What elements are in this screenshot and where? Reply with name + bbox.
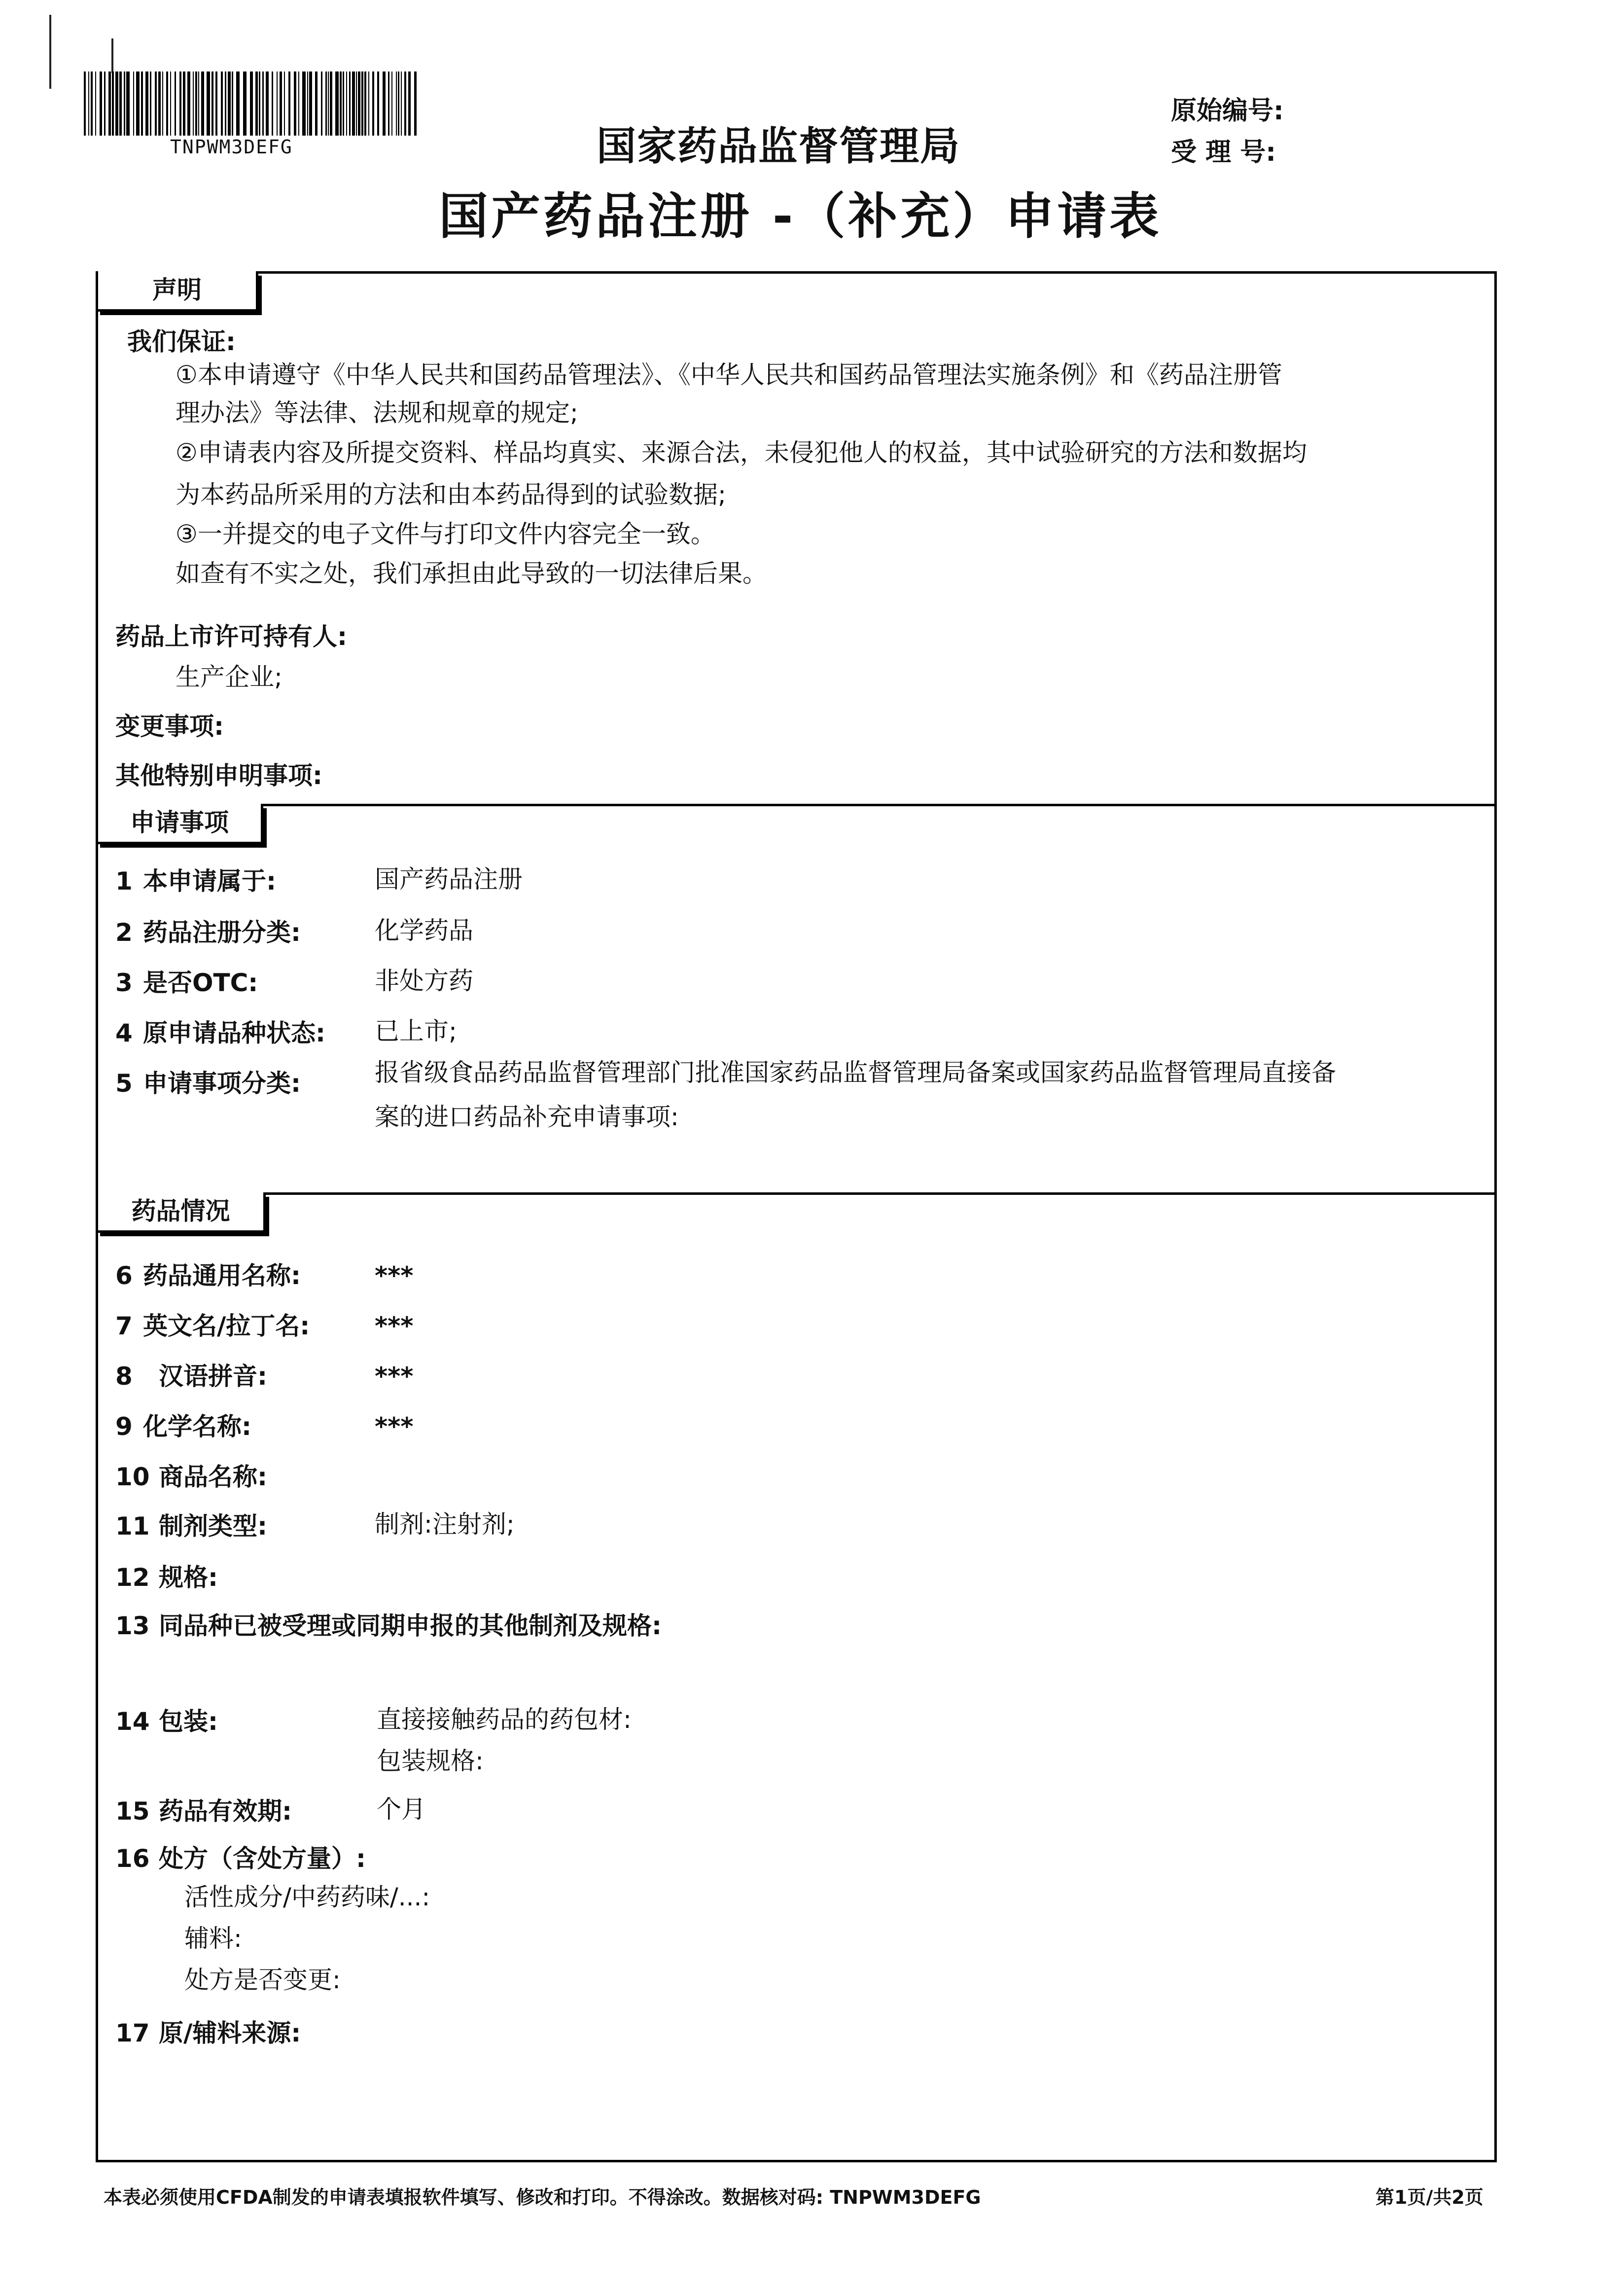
field-label: 申请事项分类:: [143, 1069, 301, 1098]
field-label: 同品种已被受理或同期申报的其他制剂及规格:: [159, 1612, 662, 1640]
barcode: [84, 72, 419, 136]
scan-mark: [49, 15, 51, 89]
section-divider: [96, 1192, 1497, 1195]
prescription-active-label: 活性成分/中药药味/...:: [184, 1883, 430, 1911]
field-label: 英文名/拉丁名:: [143, 1312, 310, 1340]
row-number: 12: [115, 1563, 150, 1592]
field-label: 包装:: [159, 1707, 218, 1736]
holder-label: 药品上市许可持有人:: [115, 622, 347, 651]
agency-name: 国家药品监督管理局: [597, 123, 960, 169]
form-frame: [96, 271, 1497, 2162]
field-value: 非处方药: [375, 967, 473, 995]
barcode-text: TNPWM3DEFG: [170, 136, 293, 158]
row-number: 17: [115, 2019, 150, 2047]
row-number: 5: [115, 1069, 133, 1098]
prescription-excipient-label: 辅料:: [184, 1924, 242, 1953]
field-value: 个月: [377, 1795, 426, 1824]
change-items-label: 变更事项:: [115, 712, 224, 741]
field-label: 药品注册分类:: [143, 918, 301, 947]
footer-note: 本表必须使用CFDA制发的申请表填报软件填写、修改和打印。不得涂改。数据核对码: TNPWM3DEFG: [104, 2186, 981, 2208]
field-label: 处方（含处方量）:: [159, 1844, 366, 1873]
manufacturer-label: 生产企业;: [176, 663, 282, 691]
row-number: 3: [115, 968, 133, 997]
field-label: 化学名称:: [143, 1412, 251, 1441]
field-value: ***: [375, 1261, 414, 1290]
field-label: 汉语拼音:: [159, 1362, 267, 1391]
field-value: 报省级食品药品监督管理部门批准国家药品监督管理局备案或国家药品监督管理局直接备: [375, 1058, 1336, 1087]
declaration-line: 如查有不实之处，我们承担由此导致的一切法律后果。: [176, 559, 767, 588]
section-divider: [96, 804, 1497, 806]
row-number: 2: [115, 918, 133, 947]
row-number: 15: [115, 1797, 150, 1826]
row-number: 7: [115, 1312, 133, 1340]
tab-drug-info: 药品情况: [96, 1192, 266, 1233]
declaration-line: 为本药品所采用的方法和由本药品得到的试验数据;: [176, 480, 726, 509]
acceptance-number-label: 受 理 号:: [1171, 138, 1276, 167]
field-value: 化学药品: [375, 916, 473, 945]
declaration-line: 理办法》等法律、法规和规章的规定;: [176, 398, 578, 427]
page-indicator: 第1页/共2页: [1376, 2186, 1483, 2208]
field-label: 药品有效期:: [159, 1797, 292, 1826]
row-number: 13: [115, 1612, 150, 1640]
declaration-line: ①本申请遵守《中华人民共和国药品管理法》、《中华人民共和国药品管理法实施条例》和《药品注册管: [176, 360, 1282, 389]
tab-declaration: 声明: [96, 271, 258, 312]
we-guarantee-label: 我们保证:: [127, 327, 236, 356]
form-title: 国产药品注册 -（补充）申请表: [439, 187, 1162, 245]
field-value: ***: [375, 1362, 414, 1391]
field-value: 制剂:注射剂;: [375, 1510, 515, 1539]
field-label: 制剂类型:: [159, 1512, 267, 1541]
field-label: 本申请属于:: [143, 867, 276, 896]
field-value-continued: 包装规格:: [377, 1747, 484, 1775]
field-label: 原申请品种状态:: [143, 1019, 325, 1047]
field-label: 商品名称:: [159, 1463, 267, 1491]
field-value: 已上市;: [375, 1017, 457, 1045]
prescription-changed-label: 处方是否变更:: [184, 1966, 341, 1994]
field-label: 是否OTC:: [143, 968, 258, 997]
original-number-label: 原始编号:: [1171, 96, 1284, 126]
row-number: 8: [115, 1362, 133, 1391]
tab-application: 申请事项: [96, 804, 263, 844]
other-statements-label: 其他特别申明事项:: [115, 761, 322, 790]
row-number: 16: [115, 1844, 150, 1873]
field-value: 国产药品注册: [375, 865, 523, 894]
row-number: 14: [115, 1707, 150, 1736]
field-value-continued: 案的进口药品补充申请事项:: [375, 1103, 679, 1131]
field-value: ***: [375, 1312, 414, 1340]
row-number: 4: [115, 1019, 133, 1047]
row-number: 9: [115, 1412, 133, 1441]
field-label: 原/辅料来源:: [159, 2019, 301, 2047]
row-number: 1: [115, 867, 133, 896]
declaration-line: ②申请表内容及所提交资料、样品均真实、来源合法，未侵犯他人的权益，其中试验研究的方法和数据均: [176, 438, 1307, 467]
field-label: 规格:: [159, 1563, 218, 1592]
declaration-line: ③一并提交的电子文件与打印文件内容完全一致。: [176, 520, 715, 548]
row-number: 6: [115, 1261, 133, 1290]
field-value: ***: [375, 1412, 414, 1441]
row-number: 11: [115, 1512, 150, 1541]
row-number: 10: [115, 1463, 150, 1491]
field-label: 药品通用名称:: [143, 1261, 301, 1290]
scan-mark: [111, 38, 113, 73]
field-value: 直接接触药品的药包材:: [377, 1705, 632, 1734]
